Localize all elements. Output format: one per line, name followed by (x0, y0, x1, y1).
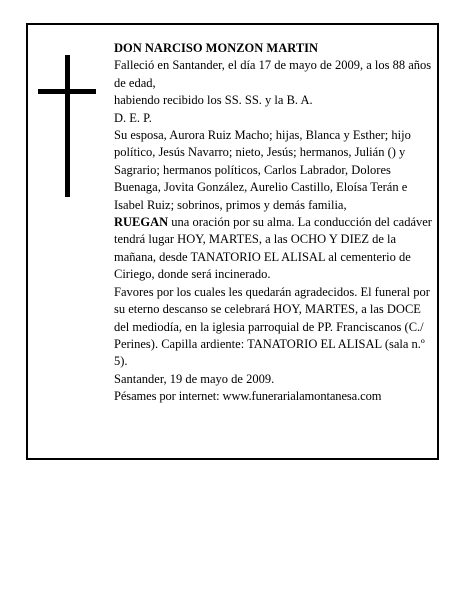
funeral-paragraph: Favores por los cuales les quedarán agradecidos. El funeral por su eterno descanso se celebrará HOY, MARTES, a las DOCE del mediodía, en la iglesia parroquial de PP. Franciscanos (C./ Perines). Capilla ardiente: TANATORIO EL ALISAL (sala n.º 5). (114, 284, 430, 369)
request-lead: RUEGAN (114, 215, 169, 230)
place-date: Santander, 19 de mayo de 2009. (114, 371, 275, 386)
request-text: una oración por su alma. La conducción del cadáver tendrá lugar HOY, MARTES, a las OCHO Y DIEZ de la mañana, desde TANATORIO EL ALISAL al cementerio de Ciriego, donde será incinerado. (114, 215, 432, 282)
family-list: Su esposa, Aurora Ruiz Macho; hijas, Blanca y Esther; hijo político, Jesús Navarro; nieto, Jesús; hermanos, Julián () y Sagrario; hermanos políticos, Carlos Labrador, Dolores Buenaga, Jovita González, Aurelio Castillo, Eloísa Terán e Isabel Ruiz; sobrinos, primos y demás familia, (114, 128, 411, 212)
cross-vertical-bar (65, 55, 70, 197)
request-paragraph (114, 214, 432, 284)
obituary-notice (26, 23, 439, 460)
cross-icon (38, 55, 96, 197)
sacraments-line: habiendo recibido los SS. SS. y la B. A. (114, 93, 313, 108)
obituary-text (114, 40, 432, 406)
death-notice: Falleció en Santander, el día 17 de mayo de 2009, a los 88 años de edad, (114, 58, 432, 90)
deceased-name: DON NARCISO MONZON MARTIN (114, 41, 319, 55)
condolences-line: Pésames por internet: www.funerarialamontanesa.com (114, 389, 382, 404)
dep-line: D. E. P. (114, 110, 152, 125)
cross-horizontal-bar (38, 89, 96, 94)
